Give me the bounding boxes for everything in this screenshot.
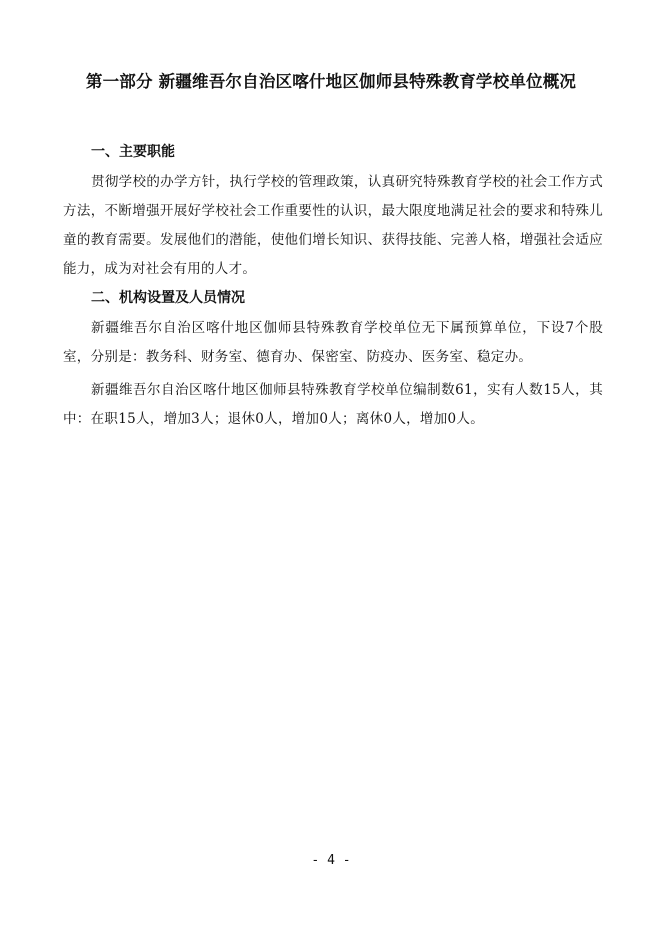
paragraph-staffing: 新疆维吾尔自治区喀什地区伽师县特殊教育学校单位编制数61，实有人数15人，其中：在职15人，增加3人；退休0人，增加0人；离休0人，增加0人。 [63,382,603,427]
paragraph-functions: 贯彻学校的办学方针，执行学校的管理政策，认真研究特殊教育学校的社会工作方式方法，不断增强开展好学校社会工作重要性的认识，最大限度地满足社会的要求和特殊儿童的教育需要。发展他们的潜能，使他们增长知识、获得技能、完善人格，增强社会适应能力，成为对社会有用的人才。 [63,174,603,277]
page-title: 第一部分 新疆维吾尔自治区喀什地区伽师县特殊教育学校单位概况 [85,72,577,91]
document-body [63,140,603,434]
page-number: - 4 - [311,853,351,868]
section-heading-organization: 二、机构设置及人员情况 [91,290,245,306]
section-heading-functions: 一、主要职能 [91,144,175,160]
paragraph-departments: 新疆维吾尔自治区喀什地区伽师县特殊教育学校单位无下属预算单位，下设7个股室，分别是：教务科、财务室、德育办、保密室、防疫办、医务室、稳定办。 [63,320,603,365]
